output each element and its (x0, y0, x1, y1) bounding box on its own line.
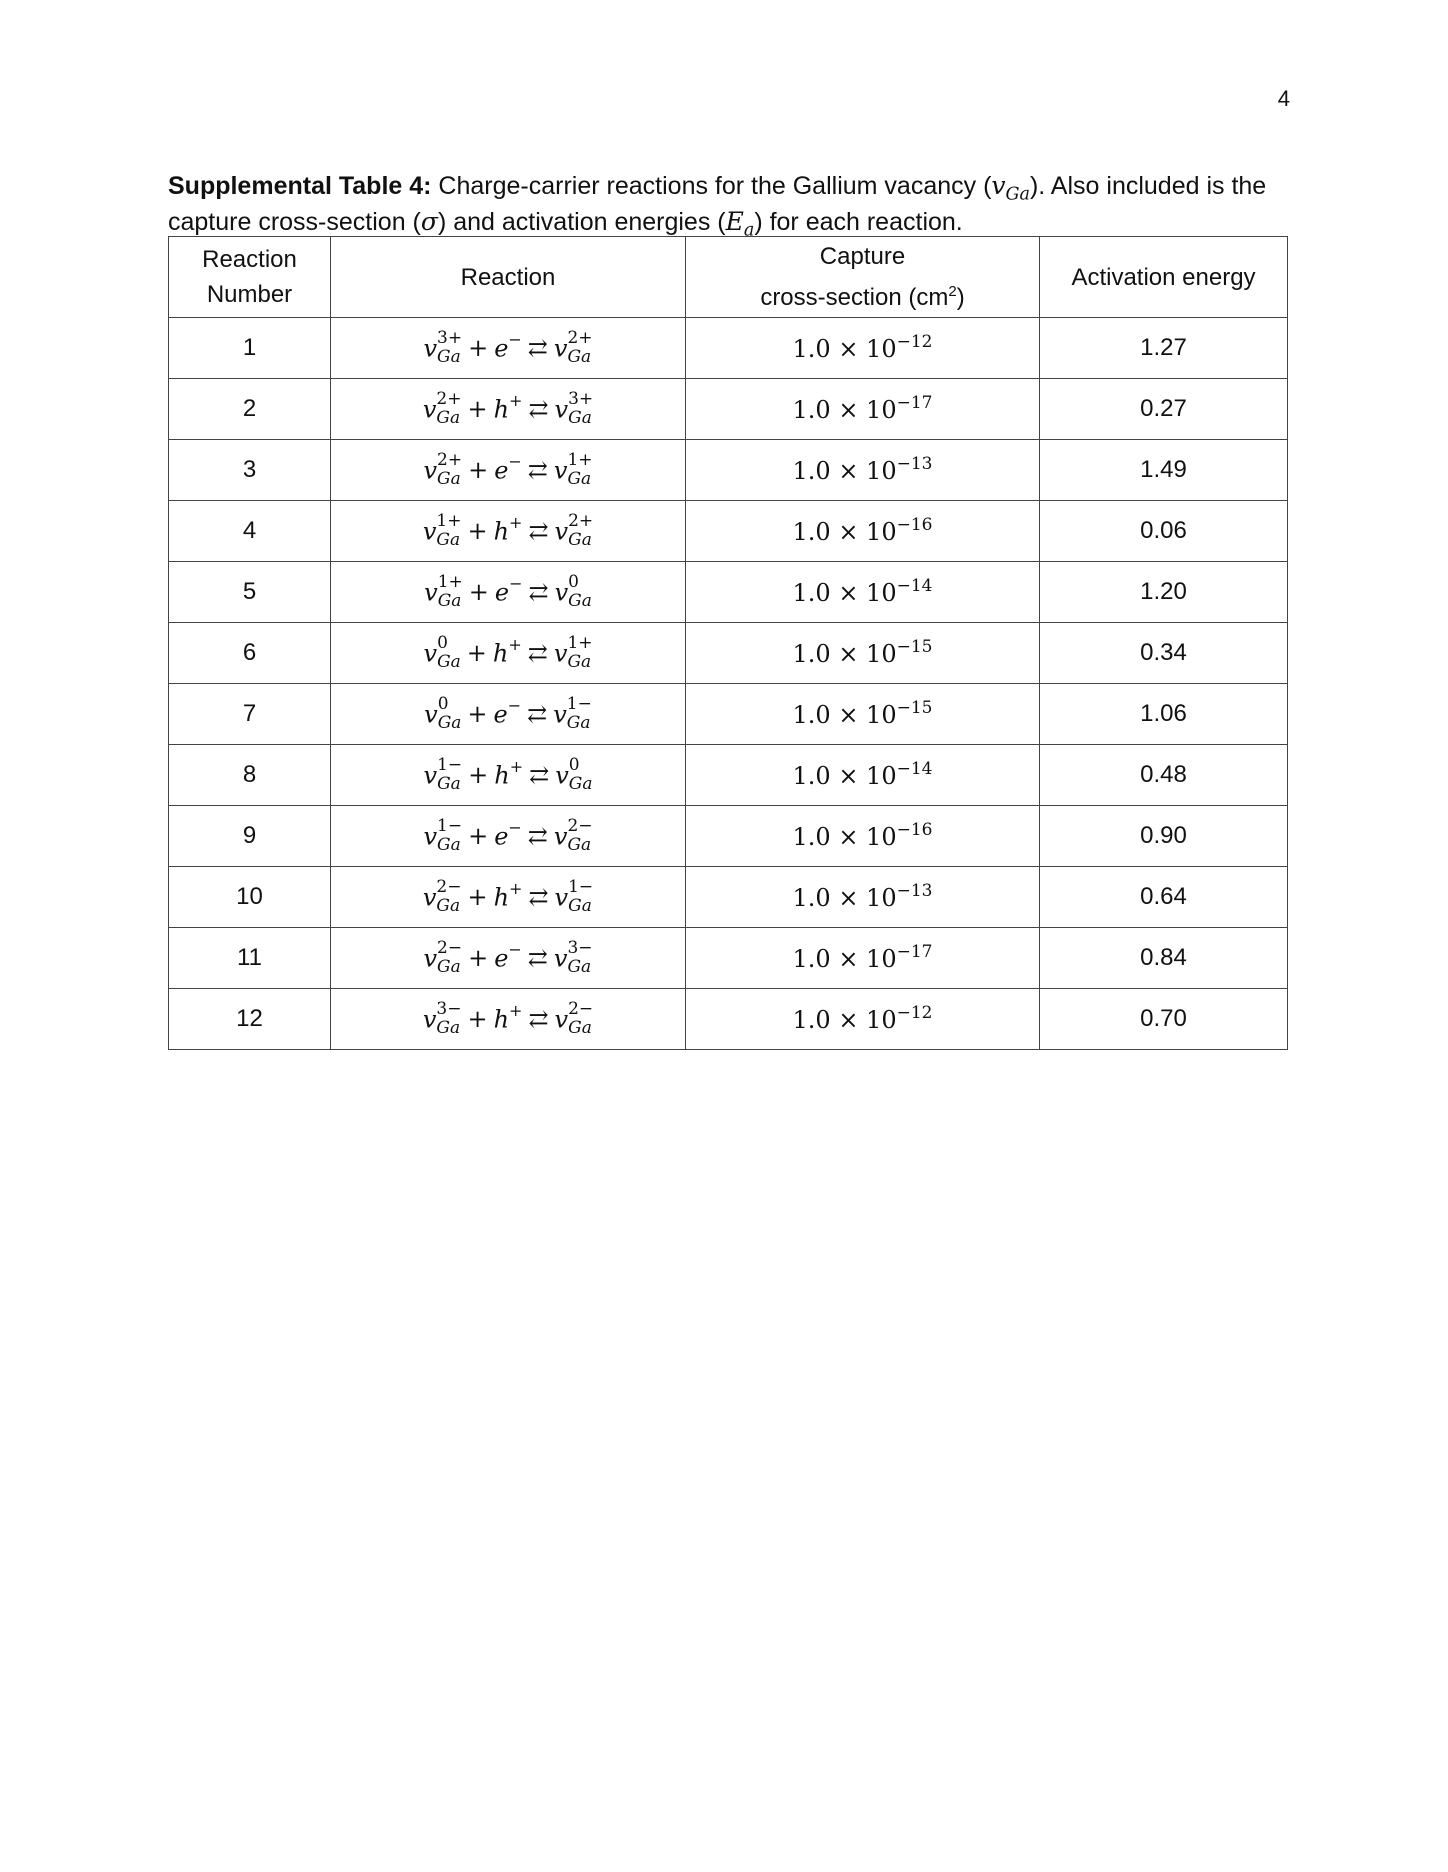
cross-section-value (792, 515, 933, 546)
reaction-equation (423, 755, 593, 795)
plus-sign: + (468, 761, 489, 790)
plus-sign: + (468, 944, 489, 973)
vacancy-v: v (553, 334, 568, 363)
caption-label: Supplemental Table 4: (168, 172, 432, 200)
final-charge: 2+ (568, 511, 594, 532)
reaction-cell (331, 684, 686, 745)
equilibrium-arrow: ⇄ (528, 517, 549, 546)
activation-energy-cell: 0.06 (1040, 501, 1288, 562)
header-reaction-number (169, 237, 331, 318)
carrier-symbol: e (494, 578, 510, 607)
reaction-table (168, 236, 1288, 1050)
equilibrium-arrow: ⇄ (527, 700, 548, 729)
reaction-equation (423, 938, 593, 978)
carrier-symbol: e (494, 944, 509, 973)
reaction-cell (331, 318, 686, 379)
vacancy-charge-stack (568, 391, 593, 427)
vacancy-sub: Ga (436, 530, 461, 551)
reaction-cell (331, 501, 686, 562)
vacancy-charge-stack (568, 574, 592, 610)
vacancy-sub: Ga (568, 591, 592, 612)
final-charge: 0 (568, 755, 580, 776)
vacancy-sub: Ga (566, 713, 591, 734)
vacancy-v: v (423, 334, 438, 363)
cross-section-mantissa: 1.0 × 10 (792, 701, 897, 729)
plus-sign: + (467, 517, 488, 546)
carrier-charge: − (507, 695, 522, 715)
cross-section-value (792, 393, 933, 424)
reaction-number-cell: 4 (169, 501, 331, 562)
vacancy-sub: Ga (568, 1018, 592, 1039)
equilibrium-arrow: ⇄ (528, 395, 549, 424)
table-row (169, 806, 1288, 867)
table-header-row (169, 237, 1288, 318)
plus-sign: + (467, 1005, 488, 1034)
initial-charge: 1− (437, 816, 463, 837)
header-cross-line1: Capture (819, 243, 906, 270)
cross-section-cell (686, 867, 1040, 928)
reaction-cell (331, 440, 686, 501)
cross-section-exponent: −17 (896, 393, 933, 413)
vacancy-charge-stack (567, 696, 592, 732)
vacancy-charge-stack (437, 940, 462, 976)
header-capture-cross-section (686, 237, 1040, 318)
cross-section-value (792, 576, 933, 607)
vacancy-v: v (554, 517, 569, 546)
vacancy-charge-stack (567, 940, 592, 976)
reaction-equation (422, 877, 594, 917)
table-row (169, 562, 1288, 623)
vacancy-v: v (554, 578, 569, 607)
reaction-number-cell: 10 (169, 867, 331, 928)
vacancy-charge-stack (438, 696, 462, 732)
vacancy-v: v (422, 517, 437, 546)
cross-section-exponent: −16 (896, 820, 933, 840)
vacancy-sub: Ga (1005, 184, 1030, 205)
plus-sign: + (467, 883, 488, 912)
vacancy-sub: Ga (437, 957, 461, 978)
activation-energy-cell: 0.84 (1040, 928, 1288, 989)
table-row (169, 684, 1288, 745)
reaction-equation (422, 999, 594, 1039)
equilibrium-arrow: ⇄ (527, 639, 548, 668)
cross-section-exponent: −17 (896, 942, 933, 962)
cross-section-value (792, 881, 933, 912)
carrier-symbol: h (493, 1005, 510, 1034)
vacancy-charge-stack (437, 635, 461, 671)
activation-energy-cell: 0.70 (1040, 989, 1288, 1050)
vacancy-sub: Ga (437, 835, 461, 856)
vacancy-v: v (422, 883, 437, 912)
table-row (169, 867, 1288, 928)
cross-section-cell (686, 501, 1040, 562)
vacancy-v: v (553, 639, 568, 668)
plus-sign: + (467, 700, 488, 729)
equilibrium-arrow: ⇄ (527, 456, 548, 485)
vacancy-v: v (553, 456, 568, 485)
cross-section-value (792, 1003, 933, 1034)
cross-section-cell (686, 989, 1040, 1050)
reaction-cell (331, 928, 686, 989)
vacancy-sub: Ga (437, 347, 461, 368)
cross-section-value (792, 759, 933, 790)
vacancy-v: v (423, 822, 438, 851)
cross-section-value (792, 454, 933, 485)
carrier-symbol: h (493, 517, 510, 546)
vacancy-sub: Ga (437, 713, 462, 734)
final-charge: 2+ (567, 328, 593, 349)
cross-section-exponent: −14 (896, 759, 933, 779)
reaction-equation (422, 389, 594, 429)
table-caption (168, 168, 1288, 240)
reaction-cell (331, 379, 686, 440)
cross-section-cell (686, 623, 1040, 684)
vacancy-v: v (424, 700, 438, 729)
vacancy-charge-stack (568, 879, 593, 915)
final-charge: 1+ (567, 450, 593, 471)
final-charge: 0 (568, 572, 579, 593)
equilibrium-arrow: ⇄ (529, 761, 550, 790)
vacancy-sub: Ga (437, 469, 461, 490)
vacancy-sub: Ga (436, 1018, 461, 1039)
vacancy-sub: Ga (567, 957, 592, 978)
carrier-charge: − (508, 329, 522, 349)
cross-section-value (792, 637, 933, 668)
cross-section-mantissa: 1.0 × 10 (792, 579, 897, 607)
final-charge: 3+ (568, 389, 594, 410)
plus-sign: + (468, 578, 489, 607)
header-cross-sup: 2 (948, 283, 957, 300)
initial-charge: 2− (436, 877, 462, 898)
initial-charge: 2+ (437, 450, 463, 471)
vacancy-charge-stack (436, 513, 461, 549)
activation-energy-cell: 1.06 (1040, 684, 1288, 745)
cross-section-exponent: −14 (896, 576, 933, 596)
reaction-number-cell: 3 (169, 440, 331, 501)
reaction-number-cell: 11 (169, 928, 331, 989)
vacancy-sub: Ga (437, 591, 462, 612)
vacancy-v: v (422, 1005, 437, 1034)
vacancy-charge-stack (437, 757, 462, 793)
reaction-cell (331, 745, 686, 806)
equilibrium-arrow: ⇄ (527, 944, 548, 973)
initial-charge: 1− (437, 755, 463, 776)
cross-section-value (792, 942, 933, 973)
vacancy-sub: Ga (437, 774, 461, 795)
equilibrium-arrow: ⇄ (527, 822, 548, 851)
initial-charge: 2+ (436, 389, 462, 410)
reaction-number-cell: 2 (169, 379, 331, 440)
activation-sub: a (743, 220, 755, 241)
vacancy-charge-stack (437, 818, 462, 854)
vacancy-sub: Ga (568, 530, 592, 551)
vacancy-v: v (553, 700, 567, 729)
final-charge: 1− (566, 694, 592, 715)
carrier-symbol: e (493, 700, 508, 729)
header-activation-energy: Activation energy (1040, 237, 1288, 318)
equilibrium-arrow: ⇄ (528, 883, 549, 912)
reaction-cell (331, 806, 686, 867)
reaction-number-cell: 9 (169, 806, 331, 867)
cross-section-mantissa: 1.0 × 10 (792, 335, 897, 363)
table-row (169, 745, 1288, 806)
reaction-equation (423, 816, 593, 856)
header-cross-line2: cross-section (cm (760, 284, 949, 311)
reaction-number-cell: 1 (169, 318, 331, 379)
carrier-charge: + (509, 878, 523, 898)
plus-sign: + (466, 639, 487, 668)
final-charge: 1+ (567, 633, 593, 654)
table-row (169, 379, 1288, 440)
cross-section-mantissa: 1.0 × 10 (792, 945, 897, 973)
vacancy-sub: Ga (568, 896, 592, 917)
carrier-charge: − (508, 939, 522, 959)
carrier-symbol: e (494, 456, 509, 485)
vacancy-v: v (555, 761, 569, 790)
initial-charge: 3− (436, 999, 462, 1020)
header-cross-end: ) (956, 284, 965, 311)
vacancy-v: v (554, 395, 569, 424)
vacancy-sub: Ga (567, 652, 592, 673)
initial-charge: 1+ (437, 572, 463, 593)
carrier-symbol: h (493, 395, 510, 424)
vacancy-sub: Ga (567, 469, 592, 490)
cross-section-mantissa: 1.0 × 10 (792, 640, 897, 668)
vacancy-charge-stack (567, 635, 592, 671)
vacancy-charge-stack (438, 574, 463, 610)
reaction-number-cell: 6 (169, 623, 331, 684)
cross-section-exponent: −12 (896, 1003, 933, 1023)
initial-charge: 0 (437, 694, 449, 715)
activation-energy-cell: 0.64 (1040, 867, 1288, 928)
table-row (169, 440, 1288, 501)
activation-energy-cell: 0.27 (1040, 379, 1288, 440)
carrier-charge: − (509, 573, 523, 593)
activation-symbol (725, 207, 755, 241)
reaction-equation (424, 694, 592, 734)
plus-sign: + (468, 456, 489, 485)
cross-section-mantissa: 1.0 × 10 (792, 1006, 897, 1034)
reaction-number-cell: 8 (169, 745, 331, 806)
initial-charge: 3+ (437, 328, 463, 349)
vacancy-charge-stack (436, 391, 461, 427)
vacancy-charge-stack (567, 330, 592, 366)
equilibrium-arrow: ⇄ (528, 578, 549, 607)
page-number: 4 (1277, 86, 1290, 111)
header-number-line2: Number (206, 281, 293, 308)
final-charge: 2− (567, 816, 593, 837)
vacancy-sub: Ga (436, 896, 461, 917)
cross-section-exponent: −15 (896, 637, 933, 657)
carrier-charge: − (508, 451, 522, 471)
cross-section-cell (686, 562, 1040, 623)
vacancy-v: v (423, 456, 438, 485)
initial-charge: 0 (437, 633, 448, 654)
vacancy-v: v (423, 761, 438, 790)
carrier-symbol: h (494, 761, 510, 790)
reaction-cell (331, 867, 686, 928)
caption-text-d: ) for each reaction. (754, 208, 963, 236)
equilibrium-arrow: ⇄ (528, 1005, 549, 1034)
vacancy-v: v (553, 822, 568, 851)
carrier-charge: + (509, 756, 524, 776)
cross-section-cell (686, 745, 1040, 806)
initial-charge: 2− (437, 938, 463, 959)
activation-e: E (725, 207, 744, 236)
carrier-symbol: h (493, 883, 510, 912)
activation-energy-cell: 1.20 (1040, 562, 1288, 623)
vacancy-v: v (554, 883, 569, 912)
table-row (169, 928, 1288, 989)
vacancy-symbol (991, 171, 1030, 205)
initial-charge: 1+ (436, 511, 462, 532)
final-charge: 1− (568, 877, 594, 898)
activation-energy-cell: 1.49 (1040, 440, 1288, 501)
reaction-number-cell: 12 (169, 989, 331, 1050)
header-reaction: Reaction (331, 237, 686, 318)
carrier-symbol: e (494, 822, 509, 851)
vacancy-charge-stack (437, 330, 462, 366)
reaction-number-cell: 5 (169, 562, 331, 623)
activation-energy-cell: 0.90 (1040, 806, 1288, 867)
carrier-symbol: h (492, 639, 509, 668)
vacancy-sub: Ga (567, 835, 592, 856)
carrier-charge: + (508, 634, 522, 654)
vacancy-v: v (554, 1005, 569, 1034)
vacancy-charge-stack (569, 757, 593, 793)
sigma-symbol: σ (420, 207, 438, 236)
cross-section-cell (686, 928, 1040, 989)
cross-section-mantissa: 1.0 × 10 (792, 884, 897, 912)
vacancy-charge-stack (568, 513, 593, 549)
cross-section-mantissa: 1.0 × 10 (792, 762, 897, 790)
vacancy-charge-stack (567, 818, 592, 854)
vacancy-v: v (422, 395, 437, 424)
header-number-line1: Reaction (202, 246, 297, 273)
plus-sign: + (467, 395, 488, 424)
table-row (169, 501, 1288, 562)
vacancy-sub: Ga (568, 774, 593, 795)
reaction-equation (424, 572, 592, 612)
vacancy-sub: Ga (437, 652, 461, 673)
reaction-cell (331, 623, 686, 684)
carrier-charge: + (509, 512, 523, 532)
reaction-cell (331, 989, 686, 1050)
cross-section-exponent: −15 (896, 698, 933, 718)
final-charge: 3− (567, 938, 593, 959)
equilibrium-arrow: ⇄ (527, 334, 548, 363)
cross-section-value (792, 820, 933, 851)
reaction-number-cell: 7 (169, 684, 331, 745)
vacancy-sub: Ga (568, 408, 592, 429)
table-row (169, 318, 1288, 379)
activation-energy-cell: 0.48 (1040, 745, 1288, 806)
carrier-charge: + (509, 390, 523, 410)
cross-section-exponent: −12 (896, 332, 933, 352)
vacancy-v: v (423, 944, 438, 973)
cross-section-cell (686, 806, 1040, 867)
plus-sign: + (468, 334, 489, 363)
cross-section-mantissa: 1.0 × 10 (792, 457, 897, 485)
cross-section-cell (686, 440, 1040, 501)
vacancy-charge-stack (567, 452, 592, 488)
reaction-equation (423, 633, 593, 673)
table-row (169, 989, 1288, 1050)
vacancy-v: v (423, 639, 438, 668)
vacancy-sub: Ga (567, 347, 592, 368)
reaction-equation (422, 511, 594, 551)
cross-section-cell (686, 379, 1040, 440)
cross-section-cell (686, 318, 1040, 379)
vacancy-charge-stack (437, 452, 462, 488)
cross-section-mantissa: 1.0 × 10 (792, 823, 897, 851)
vacancy-v: v (991, 171, 1006, 200)
final-charge: 2− (568, 999, 594, 1020)
activation-energy-cell: 0.34 (1040, 623, 1288, 684)
table-row (169, 623, 1288, 684)
vacancy-charge-stack (568, 1001, 593, 1037)
carrier-symbol: e (494, 334, 509, 363)
vacancy-sub: Ga (436, 408, 461, 429)
reaction-equation (423, 450, 593, 490)
cross-section-value (792, 698, 933, 729)
cross-section-exponent: −13 (896, 881, 933, 901)
cross-section-cell (686, 684, 1040, 745)
carrier-charge: − (508, 817, 522, 837)
plus-sign: + (468, 822, 489, 851)
cross-section-exponent: −13 (896, 454, 933, 474)
carrier-charge: + (509, 1000, 523, 1020)
cross-section-mantissa: 1.0 × 10 (792, 396, 897, 424)
cross-section-value (792, 332, 933, 363)
caption-text-a: Charge-carrier reactions for the Gallium vacancy ( (431, 172, 992, 200)
caption-text-b: ). Also included is the capture cross-section ( (168, 172, 1267, 236)
reaction-equation (423, 328, 593, 368)
activation-energy-cell: 1.27 (1040, 318, 1288, 379)
cross-section-mantissa: 1.0 × 10 (792, 518, 897, 546)
vacancy-v: v (424, 578, 438, 607)
cross-section-exponent: −16 (896, 515, 933, 535)
caption-text-c: ) and activation energies ( (437, 208, 726, 236)
vacancy-charge-stack (436, 879, 461, 915)
reaction-cell (331, 562, 686, 623)
vacancy-v: v (553, 944, 568, 973)
vacancy-charge-stack (436, 1001, 461, 1037)
